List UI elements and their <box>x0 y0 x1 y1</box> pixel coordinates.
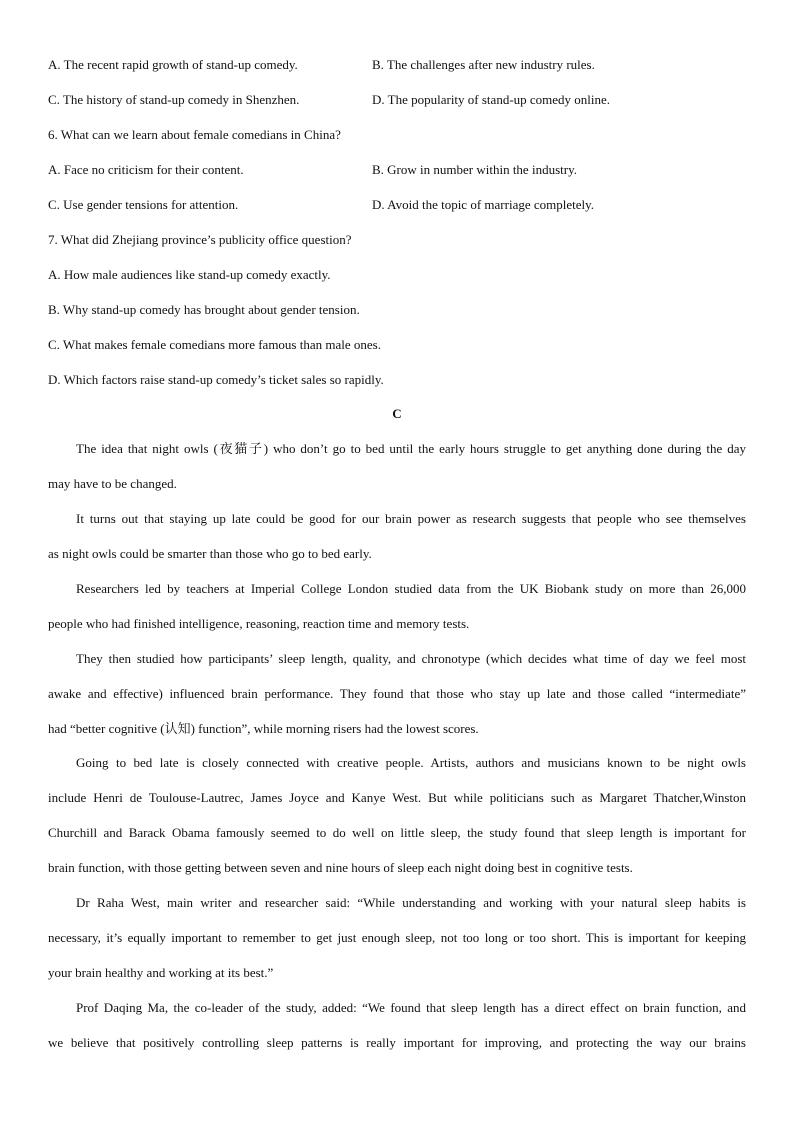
passage-line: had “better cognitive (认知) function”, while morning risers had the lowest scores. <box>48 721 479 736</box>
q7-option-b: B. Why stand-up comedy has brought about gender tension. <box>48 302 360 317</box>
passage-line: people who had finished intelligence, reasoning, reaction time and memory tests. <box>48 616 470 631</box>
passage-line: They then studied how participants’ sleep length, quality, and chronotype (which decides what time of day we feel most <box>76 651 746 666</box>
passage-line: as night owls could be smarter than those who go to bed early. <box>48 546 372 561</box>
passage-line: Dr Raha West, main writer and researcher said: “While understanding and working with your natural sleep habits is <box>76 895 746 910</box>
passage-line: include Henri de Toulouse-Lautrec, James Joyce and Kanye West. But while politicians such as Margaret Thatcher,Winston <box>48 790 746 805</box>
passage-line: necessary, it’s equally important to remember to get just enough sleep, not too long or too short. This is important for keeping <box>48 930 746 945</box>
passage-line: It turns out that staying up late could be good for our brain power as research suggests that people who see themselves <box>76 511 746 526</box>
passage-line: Going to bed late is closely connected with creative people. Artists, authors and musicians known to be night owls <box>76 755 746 770</box>
passage-line: your brain healthy and working at its best.” <box>48 965 274 980</box>
q7-option-a: A. How male audiences like stand-up comedy exactly. <box>48 267 331 282</box>
passage-line: brain function, with those getting between seven and nine hours of sleep each night doing best in cognitive tests. <box>48 860 633 875</box>
q6-option-b: B. Grow in number within the industry. <box>372 162 577 177</box>
q5-option-c: C. The history of stand-up comedy in Shenzhen. <box>48 92 300 107</box>
passage-line: Churchill and Barack Obama famously seemed to do well on little sleep, the study found that sleep length is important for <box>48 825 746 840</box>
passage-line: we believe that positively controlling sleep patterns is really important for improving, and protecting the way our brains <box>48 1035 746 1050</box>
section-heading: C <box>392 406 402 421</box>
q7-option-c: C. What makes female comedians more famous than male ones. <box>48 337 381 352</box>
passage-line: The idea that night owls (夜猫子) who don’t go to bed until the early hours struggle to get anything done during the day <box>76 441 746 456</box>
q6-option-c: C. Use gender tensions for attention. <box>48 197 239 212</box>
q6-option-a: A. Face no criticism for their content. <box>48 162 244 177</box>
q5-option-d: D. The popularity of stand-up comedy online. <box>372 92 611 107</box>
passage-line: awake and effective) influenced brain performance. They found that those who stay up late and those called “intermediate” <box>48 686 746 701</box>
q5-option-b: B. The challenges after new industry rules. <box>372 57 595 72</box>
passage-line: Researchers led by teachers at Imperial College London studied data from the UK Biobank study on more than 26,000 <box>76 581 746 596</box>
passage-line: Prof Daqing Ma, the co-leader of the study, added: “We found that sleep length has a direct effect on brain function, and <box>76 1000 746 1015</box>
q7-stem: 7. What did Zhejiang province’s publicity office question? <box>48 232 352 247</box>
passage-line: may have to be changed. <box>48 476 177 491</box>
q5-option-a: A. The recent rapid growth of stand-up comedy. <box>48 57 298 72</box>
q6-option-d: D. Avoid the topic of marriage completely. <box>372 197 595 212</box>
q6-stem: 6. What can we learn about female comedians in China? <box>48 127 341 142</box>
q7-option-d: D. Which factors raise stand-up comedy’s ticket sales so rapidly. <box>48 372 384 387</box>
